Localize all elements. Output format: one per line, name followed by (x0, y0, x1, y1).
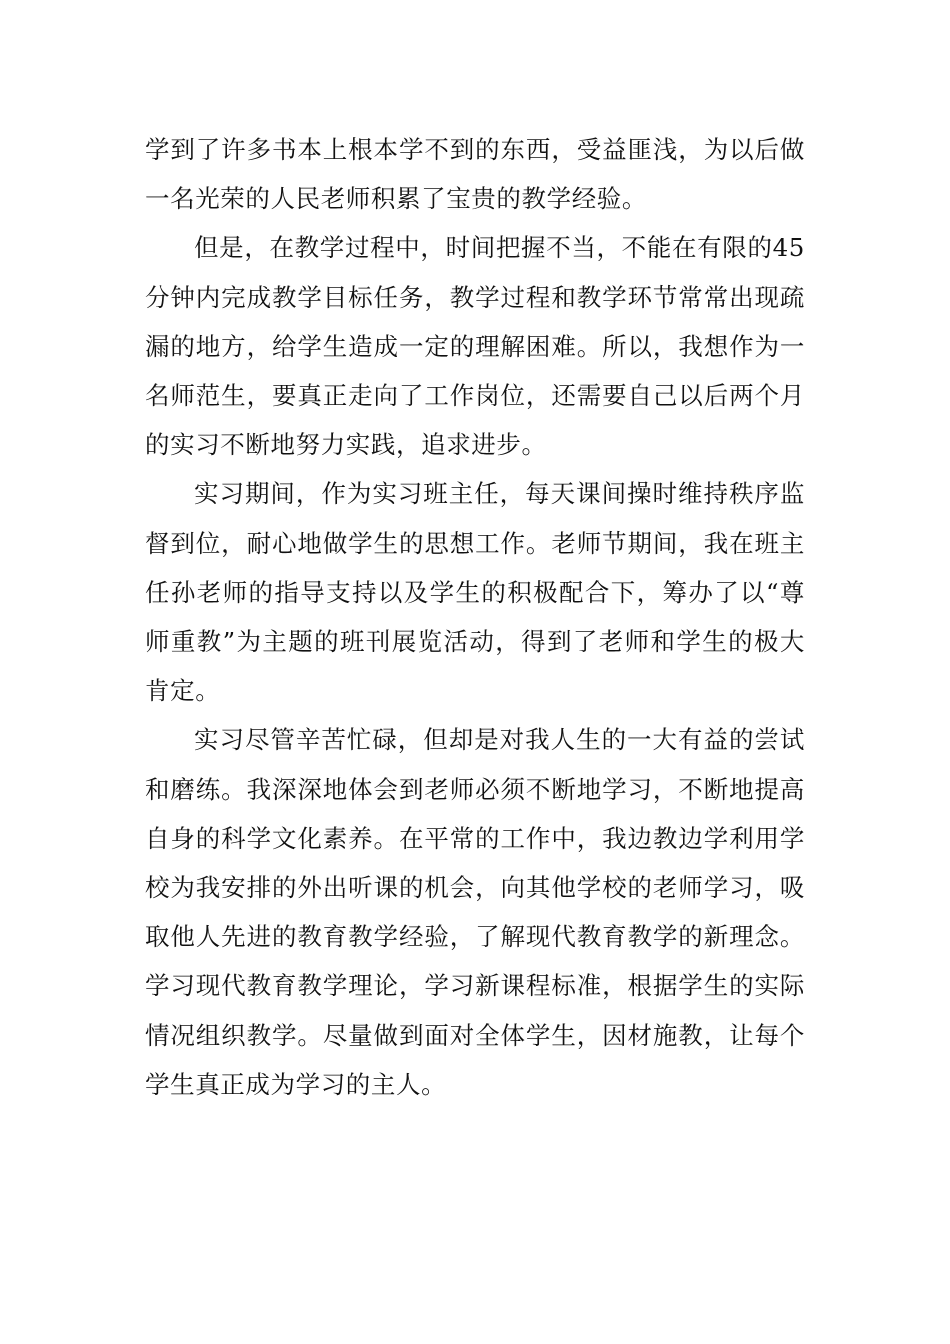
document-body (145, 125, 805, 1109)
paragraph-1: 学到了许多书本上根本学不到的东西，受益匪浅，为以后做一名光荣的人民老师积累了宝贵的教学经验。 (145, 135, 805, 214)
paragraph-4: 实习尽管辛苦忙碌，但却是对我人生的一大有益的尝试和磨练。我深深地体会到老师必须不断地学习，不断地提高自身的科学文化素养。在平常的工作中，我边教边学利用学校为我安排的外出听课的机会，向其他学校的老师学习，吸取他人先进的教育教学经验，了解现代教育教学的新理念。学习现代教育教学理论，学习新课程标准，根据学生的实际情况组织教学。尽量做到面对全体学生，因材施教，让每个学生真正成为学习的主人。 (145, 725, 805, 1099)
paragraph-2: 但是，在教学过程中，时间把握不当，不能在有限的45分钟内完成教学目标任务，教学过程和教学环节常常出现疏漏的地方，给学生造成一定的理解困难。所以，我想作为一名师范生，要真正走向了工作岗位，还需要自己以后两个月的实习不断地努力实践，追求进步。 (145, 233, 805, 460)
paragraph-3: 实习期间，作为实习班主任，每天课间操时维持秩序监督到位，耐心地做学生的思想工作。老师节期间，我在班主任孙老师的指导支持以及学生的积极配合下，筹办了以“尊师重教”为主题的班刊展览活动，得到了老师和学生的极大肯定。 (145, 479, 805, 706)
